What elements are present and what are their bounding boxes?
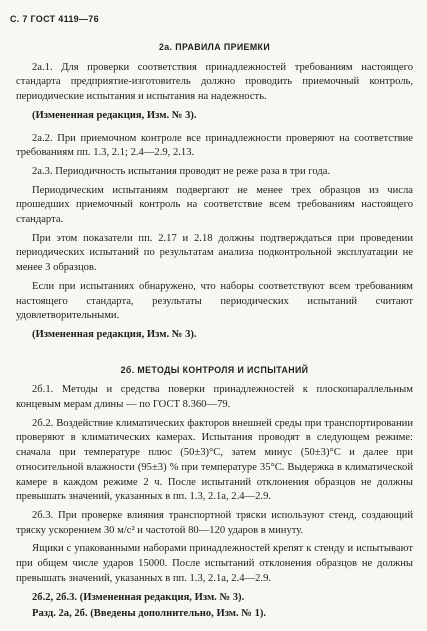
paragraph: 2б.2. Воздействие климатических факторов внешней среды при транспортировании проверяют в климатических камерах. Испытания проводят в следующем режиме: сначала при температуре плюс (50±3)°С, затем минус (50±3)°С и далее при относительной влажности (95±3) % при температуре 35°С. Выдержка в климатической камере в каждом режиме 2 ч. После испытаний отклонения образцов не должны превышать значений, указанных в пп. 1.3, 2.1а, 2.4—2.9. (16, 417, 413, 503)
paragraph: 2б.1. Методы и средства поверки принадлежностей к плоскопараллельным концевым мерам длины — по ГОСТ 8.360—79. (16, 384, 413, 411)
amendment-note: (Измененная редакция, Изм. № 3). (32, 328, 197, 340)
paragraph: 2а.1. Для проверки соответствия принадлежностей требованиям настоящего стандарта предприятие-изготовитель должно проводить приемочный контроль, периодические испытания и испытания на надежность. (16, 61, 413, 103)
amendment-note: Разд. 2а, 2б. (Введены дополнительно, Изм. № 1). (32, 608, 267, 620)
paragraph: При этом показатели пп. 2.17 и 2.18 должны подтверждаться при проведении периодических испытаний по результатам анализа подконтрольной эксплуатации не менее 3 образцов. (16, 232, 413, 274)
amendment-note: (Измененная редакция, Изм. № 3). (32, 109, 197, 121)
paragraph: 2а.3. Периодичность испытания проводят не реже раза в три года. (32, 165, 331, 177)
paragraph: Если при испытаниях обнаружено, что наборы соответствуют всем требованиям настоящего стандарта, результаты периодических испытаний считают удовлетворительными. (16, 280, 413, 322)
paragraph: 2а.2. При приемочном контроле все принадлежности проверяют на соответствие требованиям пп. 1.3, 2.1; 2.4—2.9, 2.13. (16, 132, 413, 159)
page-content (16, 36, 413, 630)
paragraph: Ящики с упакованными наборами принадлежностей крепят к стенду и испытывают при общем числе ударов 15000. После испытаний отклонения образцов не должны превышать значений, указанных в пп. 1.3, 2.1а, 2.4—2.9. (16, 543, 413, 584)
amendment-note: 2б.2, 2б.3. (Измененная редакция, Изм. № 3). (32, 591, 245, 603)
section-2b-title: 2б. МЕТОДЫ КОНТРОЛЯ И ИСПЫТАНИЙ (120, 364, 309, 375)
section-2a-title: 2а. ПРАВИЛА ПРИЕМКИ (158, 42, 271, 52)
paragraph: Периодическим испытаниям подвергают не менее трех образцов из числа прошедших приемочный контроль на соответствие всем требованиям настоящего стандарта. (16, 184, 413, 226)
paragraph: 2б.3. При проверке влияния транспортной тряски используют стенд, создающий тряску ускорением 30 м/с² и частотой 80—120 ударов в минуту. (16, 509, 413, 536)
page-header: С. 7 ГОСТ 4119—76 (10, 14, 99, 24)
